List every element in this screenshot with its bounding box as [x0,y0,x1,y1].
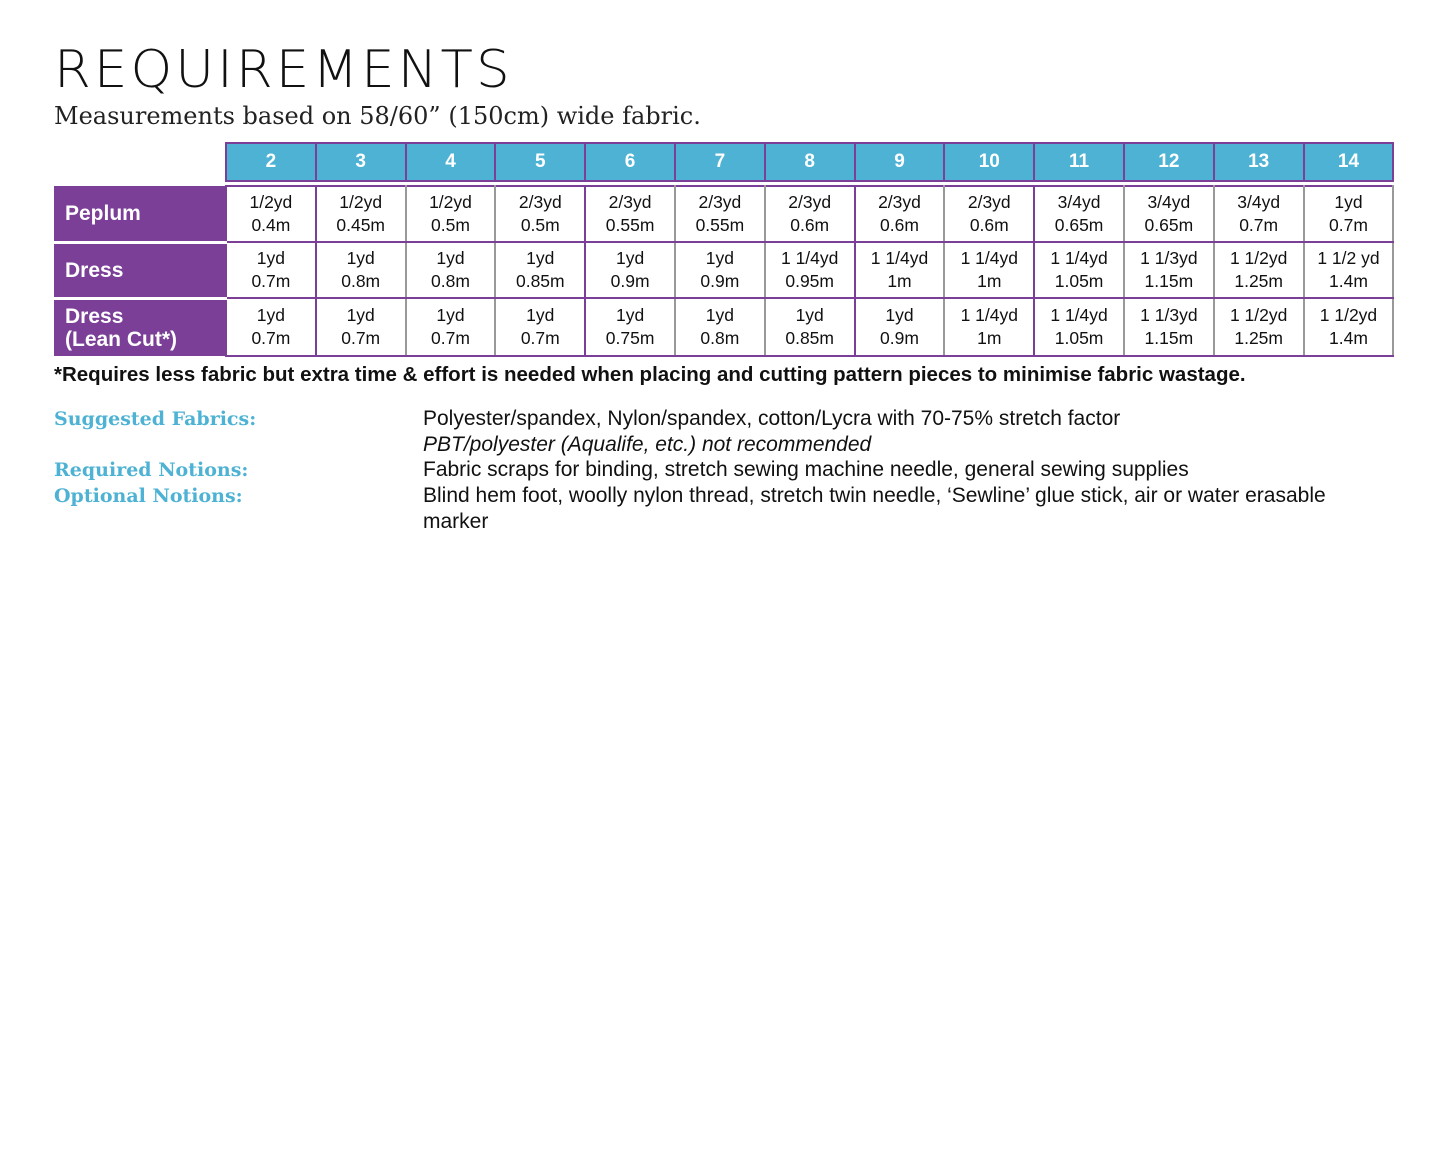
table-cell [855,242,945,298]
cell-metres: 0.65m [1144,215,1194,235]
table-cell [226,298,316,356]
cell-yards: 1 1/4yd [870,248,929,268]
page-subtitle: Measurements based on 58/60” (150cm) wide fabric. [54,102,701,130]
cell-metres: 1.25m [1234,271,1283,291]
cell-metres: 0.95m [785,271,834,291]
cell-yards: 1 1/4yd [1050,305,1108,325]
cell-yards: 1yd [615,248,645,268]
table-cell [1034,186,1124,242]
cell-yards: 1yd [346,305,375,325]
cell-metres: 0.7m [251,271,291,291]
row-label: Peplum [54,186,226,242]
cell-metres: 0.5m [520,215,560,235]
table-cell [1214,298,1304,356]
cell-metres: 0.7m [520,328,560,348]
size-header: 14 [1304,143,1394,181]
size-header: 13 [1214,143,1304,181]
requirements-table [54,142,1394,357]
table-cell [1124,242,1214,298]
size-header-row [54,143,1393,181]
size-header: 11 [1034,143,1124,181]
suggested-fabrics-label: Suggested Fabrics: [54,408,257,430]
table-cell [1214,186,1304,242]
cell-yards: 1yd [256,305,285,325]
cell-yards: 1yd [615,305,645,325]
cell-yards: 3/4yd [1147,192,1191,212]
table-cell [585,298,675,356]
size-header: 2 [226,143,316,181]
cell-yards: 1yd [346,248,375,268]
optional-notions-label: Optional Notions: [54,485,243,507]
optional-notions-value: Blind hem foot, woolly nylon thread, stretch twin needle, ‘Sewline’ glue stick, air or water erasable marker [423,484,1326,533]
table-cell [1124,186,1214,242]
size-header: 4 [406,143,496,181]
cell-metres: 0.9m [610,271,650,291]
cell-metres: 0.6m [969,215,1009,235]
table-cell [944,186,1034,242]
table-row-peplum [54,186,1393,242]
suggested-fabrics-note: PBT/polyester (Aqualife, etc.) not recommended [423,432,872,456]
cell-yards: 1 1/4yd [780,248,839,268]
cell-metres: 1.05m [1054,328,1104,348]
cell-metres: 0.9m [700,271,740,291]
required-notions-label: Required Notions: [54,459,249,481]
cell-yards: 1yd [705,305,734,325]
cell-metres: 0.7m [251,328,291,348]
table-cell [675,186,765,242]
cell-metres: 0.55m [695,215,745,235]
table-cell [495,242,585,298]
table-cell [944,298,1034,356]
size-header: 3 [316,143,406,181]
required-notions-value: Fabric scraps for binding, stretch sewing machine needle, general sewing supplies [423,458,1189,481]
table-cell [675,242,765,298]
suggested-fabrics-value: Polyester/spandex, Nylon/spandex, cotton/Lycra with 70-75% stretch factor PBT/polyester (Aqualife, etc.) not recommended [423,406,1383,457]
cell-yards: 1yd [526,248,555,268]
table-cell [316,298,406,356]
cell-metres: 0.7m [1239,215,1279,235]
cell-yards: 1 1/4yd [960,248,1018,268]
cell-metres: 0.85m [785,328,834,348]
table-cell [495,298,585,356]
table-cell [1304,298,1394,356]
table-cell [855,186,945,242]
cell-yards: 1 1/4yd [1050,248,1108,268]
page-title: REQUIREMENTS [54,40,513,100]
table-cell [226,186,316,242]
cell-yards: 2/3yd [967,192,1011,212]
cell-metres: 0.8m [431,271,470,291]
cell-metres: 0.8m [341,271,381,291]
cell-yards: 3/4yd [1057,192,1101,212]
cell-metres: 1.05m [1054,271,1104,291]
cell-yards: 1/2yd [429,192,472,212]
cell-yards: 2/3yd [878,192,921,212]
cell-metres: 1m [887,271,912,291]
cell-yards: 1yd [795,305,824,325]
cell-metres: 0.7m [431,328,470,348]
table-cell [406,298,496,356]
row-label: Dress [54,242,226,298]
table-cell [495,186,585,242]
cell-metres: 0.6m [880,215,919,235]
cell-yards: 1yd [705,248,734,268]
size-header: 8 [765,143,855,181]
table-cell [585,242,675,298]
size-header: 9 [855,143,945,181]
cell-yards: 1yd [885,305,914,325]
cell-metres: 1m [977,271,1002,291]
cell-yards: 2/3yd [518,192,562,212]
cell-metres: 0.85m [515,271,565,291]
cell-yards: 1yd [436,248,465,268]
cell-yards: 1 1/4yd [960,305,1018,325]
table-row-dress-lean-cut [54,298,1393,356]
table-cell [944,242,1034,298]
table-cell [1214,242,1304,298]
size-header: 6 [585,143,675,181]
optional-notions-row [54,483,1394,534]
table-cell [1304,186,1394,242]
table-cell [675,298,765,356]
cell-yards: 1 1/3yd [1140,305,1198,325]
cell-yards: 1yd [526,305,555,325]
table-row-dress [54,242,1393,298]
cell-yards: 1 1/3yd [1140,248,1198,268]
suggested-fabrics-row [54,406,1394,457]
cell-metres: 1.4m [1329,271,1368,291]
cell-metres: 0.65m [1054,215,1104,235]
cell-yards: 1 1/2yd [1229,305,1288,325]
footnote: *Requires less fabric but extra time & effort is needed when placing and cutting pattern pieces to minimise fabric wastage. [54,363,1246,386]
cell-metres: 0.9m [880,328,919,348]
table-cell [765,298,855,356]
cell-metres: 1.25m [1234,328,1283,348]
table-cell [855,298,945,356]
cell-yards: 1 1/2 yd [1317,248,1380,268]
size-header: 12 [1124,143,1214,181]
cell-yards: 1/2yd [249,192,293,212]
cell-metres: 1.15m [1144,328,1194,348]
table-cell [1034,298,1124,356]
size-header: 7 [675,143,765,181]
table-cell [316,186,406,242]
cell-yards: 2/3yd [698,192,742,212]
notions-section [54,406,1394,534]
table-cell [1034,242,1124,298]
cell-metres: 0.6m [790,215,830,235]
table-cell [765,242,855,298]
table-cell [406,242,496,298]
cell-metres: 0.4m [251,215,291,235]
row-label: Dress (Lean Cut*) [54,298,226,356]
cell-yards: 3/4yd [1237,192,1281,212]
cell-metres: 0.7m [1329,215,1368,235]
table-cell [765,186,855,242]
cell-yards: 1 1/2yd [1319,305,1378,325]
cell-metres: 0.8m [700,328,740,348]
cell-yards: 1yd [256,248,285,268]
cell-metres: 1.15m [1144,271,1194,291]
cell-metres: 0.5m [431,215,470,235]
table-corner [54,143,226,181]
table-cell [406,186,496,242]
table-cell [1124,298,1214,356]
table-cell [1304,242,1394,298]
table-cell [316,242,406,298]
cell-metres: 1.4m [1329,328,1368,348]
size-header: 10 [944,143,1034,181]
table-cell [226,242,316,298]
cell-metres: 0.55m [605,215,655,235]
cell-metres: 0.7m [341,328,381,348]
size-header: 5 [495,143,585,181]
cell-yards: 1/2yd [339,192,383,212]
cell-yards: 2/3yd [608,192,652,212]
cell-yards: 1yd [1334,192,1363,212]
required-notions-row [54,457,1394,483]
cell-metres: 0.75m [605,328,655,348]
cell-metres: 1m [977,328,1002,348]
cell-yards: 2/3yd [788,192,832,212]
table-cell [585,186,675,242]
cell-metres: 0.45m [336,215,386,235]
cell-yards: 1yd [436,305,465,325]
cell-yards: 1 1/2yd [1229,248,1288,268]
